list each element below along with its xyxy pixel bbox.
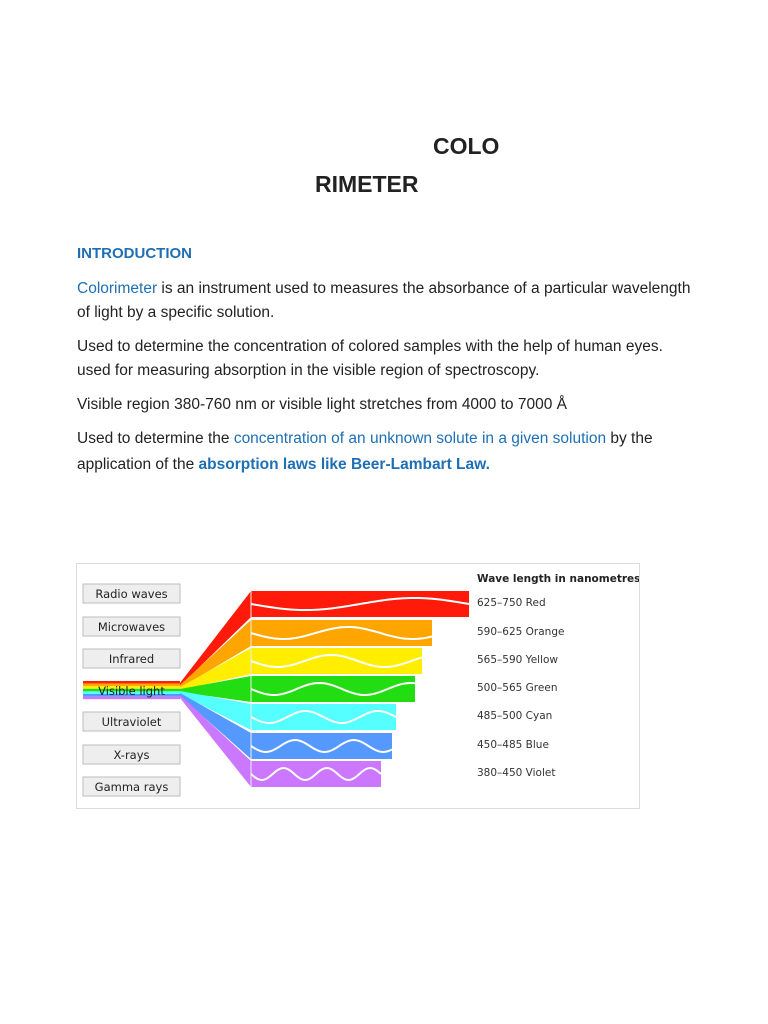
spectrum-box-label: Infrared bbox=[108, 652, 155, 666]
band-label: 565–590 Yellow bbox=[477, 654, 558, 666]
spectrum-band bbox=[251, 676, 415, 702]
band-label: 450–485 Blue bbox=[477, 739, 549, 751]
band-label: 380–450 Violet bbox=[477, 767, 556, 779]
spectrum-box-label: Ultraviolet bbox=[101, 715, 162, 729]
paragraph-1-text: is an instrument used to measures the absorbance of a particular wavelength bbox=[157, 280, 691, 297]
paragraph-5-start: application of the bbox=[77, 456, 199, 473]
band-label: 500–565 Green bbox=[477, 682, 558, 694]
concentration-link[interactable]: concentration of an unknown solute in a given solution bbox=[233, 430, 607, 447]
paragraph-4-end: by the bbox=[606, 430, 653, 447]
beer-lambart-law: absorption laws like Beer-Lambart Law. bbox=[198, 456, 490, 473]
paragraph-4-start: Used to determine the bbox=[77, 430, 234, 447]
spectrum-box-label: Radio waves bbox=[95, 587, 168, 601]
spectrum-band bbox=[251, 648, 422, 674]
spectrum-box-label: X-rays bbox=[113, 748, 150, 762]
spectrum-box-label: Microwaves bbox=[97, 620, 166, 634]
spectrum-band bbox=[251, 733, 392, 759]
paragraph-1-line-2: of light by a specific solution. bbox=[77, 304, 275, 321]
spectrum-box-label: Visible light bbox=[98, 684, 165, 698]
paragraph-3: Visible region 380-760 nm or visible light stretches from 4000 to 7000 Å bbox=[77, 396, 567, 413]
band-label: 590–625 Orange bbox=[477, 626, 565, 638]
title-line-2: RIMETER bbox=[315, 171, 419, 197]
band-label: 485–500 Cyan bbox=[477, 710, 553, 722]
paragraph-4-line-1 bbox=[77, 427, 653, 451]
paragraph-2-line-2: used for measuring absorption in the visible region of spectroscopy. bbox=[77, 362, 540, 379]
wavelength-header: Wave length in nanometres bbox=[477, 573, 639, 585]
term-colorimeter: Colorimeter bbox=[77, 280, 158, 297]
section-heading: INTRODUCTION bbox=[77, 245, 192, 262]
paragraph-4-line-2 bbox=[77, 453, 490, 477]
paragraph-1-line-1 bbox=[77, 277, 690, 301]
spectrum-diagram bbox=[77, 564, 639, 808]
paragraph-2-line-1: Used to determine the concentration of colored samples with the help of human eyes. bbox=[77, 338, 663, 355]
electromagnetic-spectrum-figure bbox=[76, 563, 640, 809]
title-line-1: COLO bbox=[433, 133, 500, 159]
spectrum-band bbox=[251, 620, 432, 646]
spectrum-box-label: Gamma rays bbox=[94, 780, 169, 794]
band-label: 625–750 Red bbox=[477, 597, 546, 609]
